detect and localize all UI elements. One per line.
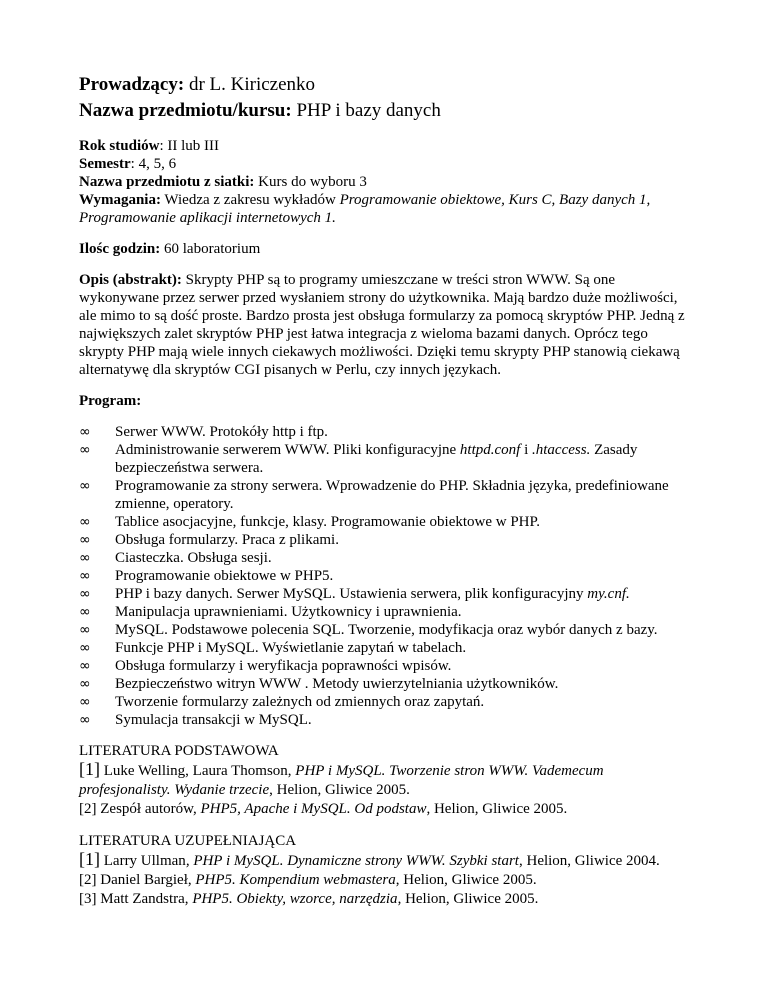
program-item-text: Serwer WWW. Protokóły http i ftp. bbox=[115, 424, 328, 440]
citation-authors: Luke Welling, Laura Thomson, bbox=[100, 763, 296, 779]
infinity-bullet-icon: ∞ bbox=[79, 658, 91, 674]
program-item-filename: httpd.conf bbox=[459, 442, 521, 458]
abstract-paragraph bbox=[79, 271, 689, 379]
requirements-text: Wiedza z zakresu wykładów bbox=[160, 192, 340, 208]
list-item bbox=[79, 423, 689, 441]
list-item bbox=[79, 657, 689, 675]
semester-label: Semestr bbox=[79, 156, 131, 172]
citation-number: [2] bbox=[79, 872, 97, 888]
literature-extra-item bbox=[79, 890, 689, 909]
program-item-text: Obsługa formularzy i weryfikacja poprawności wpisów. bbox=[115, 658, 452, 674]
literature-basic-heading: LITERATURA PODSTAWOWA bbox=[79, 743, 279, 759]
program-label: Program: bbox=[79, 393, 142, 409]
list-item bbox=[79, 531, 689, 549]
requirements-line bbox=[79, 191, 689, 227]
year-label: Rok studiów bbox=[79, 138, 160, 154]
citation-title: PHP5. Kompendium webmastera bbox=[195, 872, 396, 888]
infinity-bullet-icon: ∞ bbox=[79, 622, 91, 638]
abstract-label: Opis (abstrakt): bbox=[79, 272, 182, 288]
citation-authors: Matt Zandstra, bbox=[96, 891, 193, 907]
course-line bbox=[79, 98, 689, 124]
list-item bbox=[79, 639, 689, 657]
hours-line bbox=[79, 240, 689, 258]
course-value: PHP i bazy danych bbox=[296, 100, 441, 121]
list-item bbox=[79, 711, 689, 729]
list-item bbox=[79, 567, 689, 585]
citation-authors: Zespół autorów, bbox=[96, 801, 201, 817]
citation-number: [1] bbox=[79, 849, 100, 869]
hours-label: Ilośc godzin: bbox=[79, 241, 161, 257]
infinity-bullet-icon: ∞ bbox=[79, 568, 91, 584]
program-item-text: Tworzenie formularzy zależnych od zmiennych oraz zapytań. bbox=[115, 694, 485, 710]
program-item-text: Symulacja transakcji w MySQL. bbox=[115, 712, 312, 728]
grid-line bbox=[79, 173, 689, 191]
literature-extra-item bbox=[79, 871, 689, 890]
semester-value: : 4, 5, 6 bbox=[130, 156, 177, 172]
list-item bbox=[79, 585, 689, 603]
program-heading bbox=[79, 392, 689, 410]
literature-basic-item bbox=[79, 800, 689, 819]
hours-value: 60 laboratorium bbox=[160, 241, 261, 257]
literature-extra-item bbox=[79, 850, 689, 871]
citation-publisher: , Helion, Gliwice 2005. bbox=[395, 872, 537, 888]
program-item-text: Programowanie za strony serwera. Wprowadzenie do PHP. Składnia języka, predefiniowane zmienne, operatory. bbox=[115, 478, 669, 512]
spacer bbox=[79, 729, 689, 742]
citation-title: PHP5. Obiekty, wzorce, narzędzia bbox=[192, 891, 398, 907]
lecturer-label: Prowadzący: bbox=[79, 74, 185, 95]
citation-authors: Larry Ullman bbox=[100, 853, 186, 869]
spacer bbox=[79, 227, 689, 240]
citation-authors: Daniel Bargieł, bbox=[96, 872, 196, 888]
year-line bbox=[79, 137, 689, 155]
program-item-text: MySQL. Podstawowe polecenia SQL. Tworzenie, modyfikacja oraz wybór danych z bazy. bbox=[115, 622, 658, 638]
program-item-text: Manipulacja uprawnieniami. Użytkownicy i uprawnienia. bbox=[115, 604, 462, 620]
citation-publisher: , Helion, Gliwice 2004. bbox=[518, 853, 660, 869]
infinity-bullet-icon: ∞ bbox=[79, 676, 91, 692]
abstract-text: Skrypty PHP są to programy umieszczane w treści stron WWW. Są one wykonywane przez serwer przed wysłaniem strony do użytkownika. Mają bardzo duże możliwości, ale mimo to są dość proste. Bardzo prosta jest obsługa formularzy za pomocą skryptów PHP. Jedną z największych zalet skryptów PHP jest łatwa integracja z wieloma bazami danych. Oprócz tego skrypty PHP mają wiele innych ciekawych możliwości. Dzięki temu skrypty PHP stanowią ciekawą alternatywę dla skryptów CGI pisanych w Perlu, czy innych językach. bbox=[79, 272, 685, 378]
program-item-text: Bezpieczeństwo witryn WWW . Metody uwierzytelniania użytkowników. bbox=[115, 676, 559, 692]
program-item-filename: .htaccess. bbox=[532, 442, 591, 458]
grid-value: Kurs do wyboru 3 bbox=[254, 174, 367, 190]
program-item-text: i bbox=[520, 442, 533, 458]
citation-title: PHP i MySQL. Tworzenie stron WWW. Vademecum profesjonalisty. Wydanie trzecie bbox=[79, 763, 604, 798]
semester-line bbox=[79, 155, 689, 173]
infinity-bullet-icon: ∞ bbox=[79, 586, 91, 602]
list-item bbox=[79, 603, 689, 621]
list-item bbox=[79, 693, 689, 711]
list-item bbox=[79, 441, 689, 477]
course-label: Nazwa przedmiotu/kursu: bbox=[79, 100, 292, 121]
spacer bbox=[79, 124, 689, 137]
program-item-text: Administrowanie serwerem WWW. Pliki konfiguracyjne bbox=[115, 442, 460, 458]
infinity-bullet-icon: ∞ bbox=[79, 532, 91, 548]
program-item-filename: my.cnf. bbox=[587, 586, 630, 602]
year-value: : II lub III bbox=[159, 138, 220, 154]
program-item-text: Zasady bezpieczeństwa serwera. bbox=[115, 442, 638, 476]
program-item-text: PHP i bazy danych. Serwer MySQL. Ustawienia serwera, plik konfiguracyjny bbox=[115, 586, 588, 602]
infinity-bullet-icon: ∞ bbox=[79, 604, 91, 620]
lecturer-value: dr L. Kiriczenko bbox=[188, 74, 316, 95]
requirements-label: Wymagania: bbox=[79, 192, 161, 208]
spacer bbox=[79, 379, 689, 392]
list-item bbox=[79, 513, 689, 531]
infinity-bullet-icon: ∞ bbox=[79, 694, 91, 710]
program-item-text: Programowanie obiektowe w PHP5. bbox=[115, 568, 334, 584]
infinity-bullet-icon: ∞ bbox=[79, 514, 91, 530]
document-page bbox=[79, 70, 689, 909]
program-item-text: Funkcje PHP i MySQL. Wyświetlanie zapytań w tabelach. bbox=[115, 640, 467, 656]
program-item-text: Obsługa formularzy. Praca z plikami. bbox=[115, 532, 339, 548]
literature-basic-item bbox=[79, 760, 689, 800]
spacer bbox=[79, 258, 689, 271]
spacer bbox=[79, 410, 689, 423]
citation-publisher: , Helion, Gliwice 2005. bbox=[397, 891, 539, 907]
citation-number: [3] bbox=[79, 891, 97, 907]
requirements-courses: Programowanie obiektowe, Kurs C, Bazy danych 1, Programowanie aplikacji internetowych 1. bbox=[79, 192, 651, 226]
spacer bbox=[79, 819, 689, 832]
citation-publisher: , Helion, Gliwice 2005. bbox=[269, 782, 410, 798]
info-block bbox=[79, 137, 689, 227]
infinity-bullet-icon: ∞ bbox=[79, 640, 91, 656]
program-item-text: Ciasteczka. Obsługa sesji. bbox=[115, 550, 272, 566]
program-list bbox=[79, 423, 689, 729]
infinity-bullet-icon: ∞ bbox=[79, 550, 91, 566]
list-item bbox=[79, 621, 689, 639]
lecturer-line bbox=[79, 72, 689, 98]
citation-publisher: , Helion, Gliwice 2005. bbox=[426, 801, 568, 817]
list-item bbox=[79, 549, 689, 567]
list-item bbox=[79, 477, 689, 513]
grid-label: Nazwa przedmiotu z siatki: bbox=[79, 174, 255, 190]
infinity-bullet-icon: ∞ bbox=[79, 424, 91, 440]
infinity-bullet-icon: ∞ bbox=[79, 442, 91, 458]
infinity-bullet-icon: ∞ bbox=[79, 478, 91, 494]
infinity-bullet-icon: ∞ bbox=[79, 712, 91, 728]
citation-number: [1] bbox=[79, 759, 100, 779]
citation-title: PHP5, Apache i MySQL. Od podstaw bbox=[200, 801, 427, 817]
literature-extra-heading: LITERATURA UZUPEŁNIAJĄCA bbox=[79, 833, 297, 849]
program-item-text: Tablice asocjacyjne, funkcje, klasy. Programowanie obiektowe w PHP. bbox=[115, 514, 540, 530]
citation-title: , PHP i MySQL. Dynamiczne strony WWW. Szybki start bbox=[185, 853, 519, 869]
citation-number: [2] bbox=[79, 801, 97, 817]
list-item bbox=[79, 675, 689, 693]
